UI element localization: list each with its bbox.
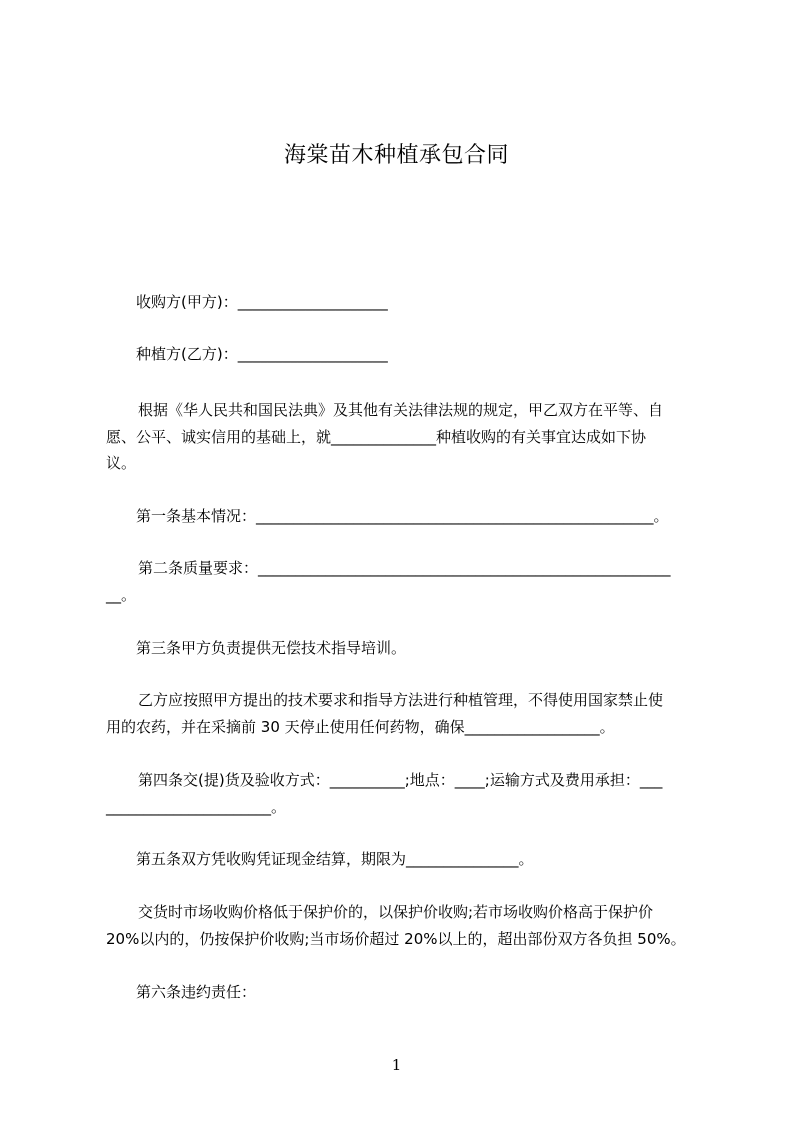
intro-line-2: 愿、公平、诚实信用的基础上，就______________种植收购的有关事宜达成如下协 <box>106 428 647 446</box>
article-2-line-2: __。 <box>106 586 137 604</box>
article-2-line-1: 第二条质量要求：_______________________________________________________ <box>138 559 671 577</box>
page-number: 1 <box>391 1056 402 1074</box>
article-3-para-2-line-2: 用的农药，并在采摘前 30 天停止使用任何药物，确保__________________。 <box>106 718 615 736</box>
article-3-para-2-line-1: 乙方应按照甲方提出的技术要求和指导方法进行种植管理，不得使用国家禁止使 <box>138 691 664 709</box>
intro-line-3: 议。 <box>106 454 137 472</box>
document-title: 海棠苗木种植承包合同 <box>283 143 509 168</box>
intro-line-1: 根据《华人民共和国民法典》及其他有关法律法规的规定，甲乙双方在平等、自 <box>138 401 664 419</box>
article-5-para-2-line-2: 20%以内的，仍按保护价收购;当市场价超过 20%以上的，超出部份双方各负担 50%。 <box>106 930 686 948</box>
party-b-line: 种植方(乙方)：____________________ <box>136 345 388 363</box>
party-a-line: 收购方(甲方)：____________________ <box>136 293 388 311</box>
article-4-line-2: ______________________。 <box>106 798 287 816</box>
article-5: 第五条双方凭收购凭证现金结算，期限为_______________。 <box>136 850 534 868</box>
article-4-line-1: 第四条交(提)货及验收方式：__________;地点：____;运输方式及费用承担：___ <box>138 771 663 789</box>
article-5-para-2-line-1: 交货时市场收购价格低于保护价的，以保护价收购;若市场收购价格高于保护价 <box>138 903 654 921</box>
article-1: 第一条基本情况：_____________________________________________________。 <box>136 507 669 525</box>
article-3: 第三条甲方负责提供无偿技术指导培训。 <box>136 639 407 657</box>
article-6: 第六条违约责任： <box>136 983 257 1001</box>
